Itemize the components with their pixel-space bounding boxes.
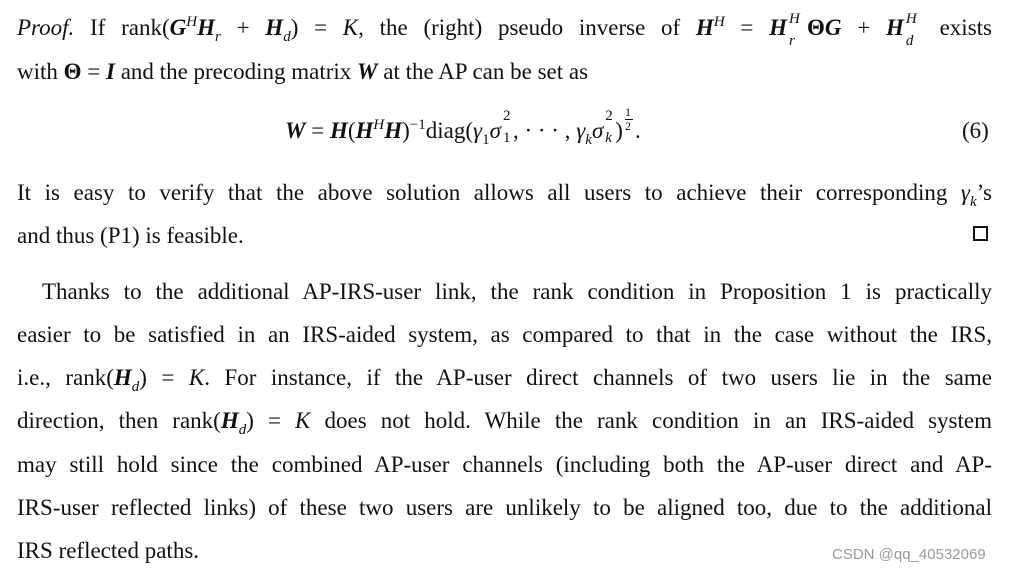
text-fragment: . For instance, if the AP-user direct channels of two users lie in the same xyxy=(204,365,992,390)
paragraph-line-1 xyxy=(17,11,992,49)
paragraph2-line-4 xyxy=(17,407,992,438)
text-fragment: at the AP can be set as xyxy=(377,59,589,84)
math-rank-condition: $rank(G^HH_r + H_d) = K$ xyxy=(121,14,359,45)
paragraph2-line-6 xyxy=(17,494,992,522)
math-rank-Hd: $rank(H_d) = K$ xyxy=(65,365,205,395)
text-fragment: , the (right) pseudo inverse of xyxy=(358,15,696,40)
paragraph2-line-5 xyxy=(17,451,992,479)
text-fragment: Thanks to the additional AP-IRS-user link, the rank condition in Proposition 1 is practically xyxy=(42,279,992,304)
text-fragment: i.e., xyxy=(17,365,66,390)
text-fragment: direction, then xyxy=(17,408,173,433)
math-rank-Hd: $rank(H_d) = K$ xyxy=(172,408,311,438)
text-fragment: IRS-user reflected links) of these two users are unlikely to be aligned too, due to the additional xyxy=(17,495,992,520)
text-fragment: IRS reflected paths. xyxy=(17,538,200,563)
math-pseudo-inverse: $H^H = H$ H r ΘG + H H d xyxy=(695,11,917,49)
text-fragment: If xyxy=(90,15,122,40)
paragraph2-line-3 xyxy=(17,364,992,395)
text-fragment: does not hold. While the rank condition in an IRS-aided system xyxy=(310,408,992,433)
text-fragment: may still hold since the combined AP-user channels (including both the AP-user direct and AP- xyxy=(17,452,992,477)
equation-6: $W = H(H^HH)^{-1}diag(\gamma_1\sigma$ 2 1 , · · · , $\gamma_k\sigma$ 2 k ) $\frac{1}{2}$ . xyxy=(285,105,641,148)
paragraph2-line-1 xyxy=(42,278,992,306)
qed-square-icon xyxy=(973,226,988,241)
paragraph2-line-2 xyxy=(17,321,992,349)
proof-label: Proof. xyxy=(17,15,75,40)
math-W: W xyxy=(357,59,378,84)
paragraph-line-4 xyxy=(17,179,993,210)
paragraph-line-5 xyxy=(17,222,992,250)
text-fragment: It is easy to verify that the above solution allows all users to achieve their corresponding xyxy=(17,180,948,205)
math-gamma-k: $\gamma_k$ xyxy=(960,180,977,210)
equation-number: (6) xyxy=(962,118,989,143)
text-fragment: ’s xyxy=(976,180,993,205)
text-fragment: exists xyxy=(923,15,992,40)
text-fragment: easier to be satisfied in an IRS-aided system, as compared to that in the case without the IRS, xyxy=(17,322,992,347)
text-fragment: and the precoding matrix xyxy=(114,59,358,84)
text-fragment: and thus (P1) is feasible. xyxy=(17,223,244,248)
paragraph-line-2 xyxy=(17,58,992,86)
text-fragment: with xyxy=(17,59,64,84)
math-theta-identity: Θ = I xyxy=(63,59,115,84)
watermark: CSDN @qq_40532069 xyxy=(832,546,986,563)
